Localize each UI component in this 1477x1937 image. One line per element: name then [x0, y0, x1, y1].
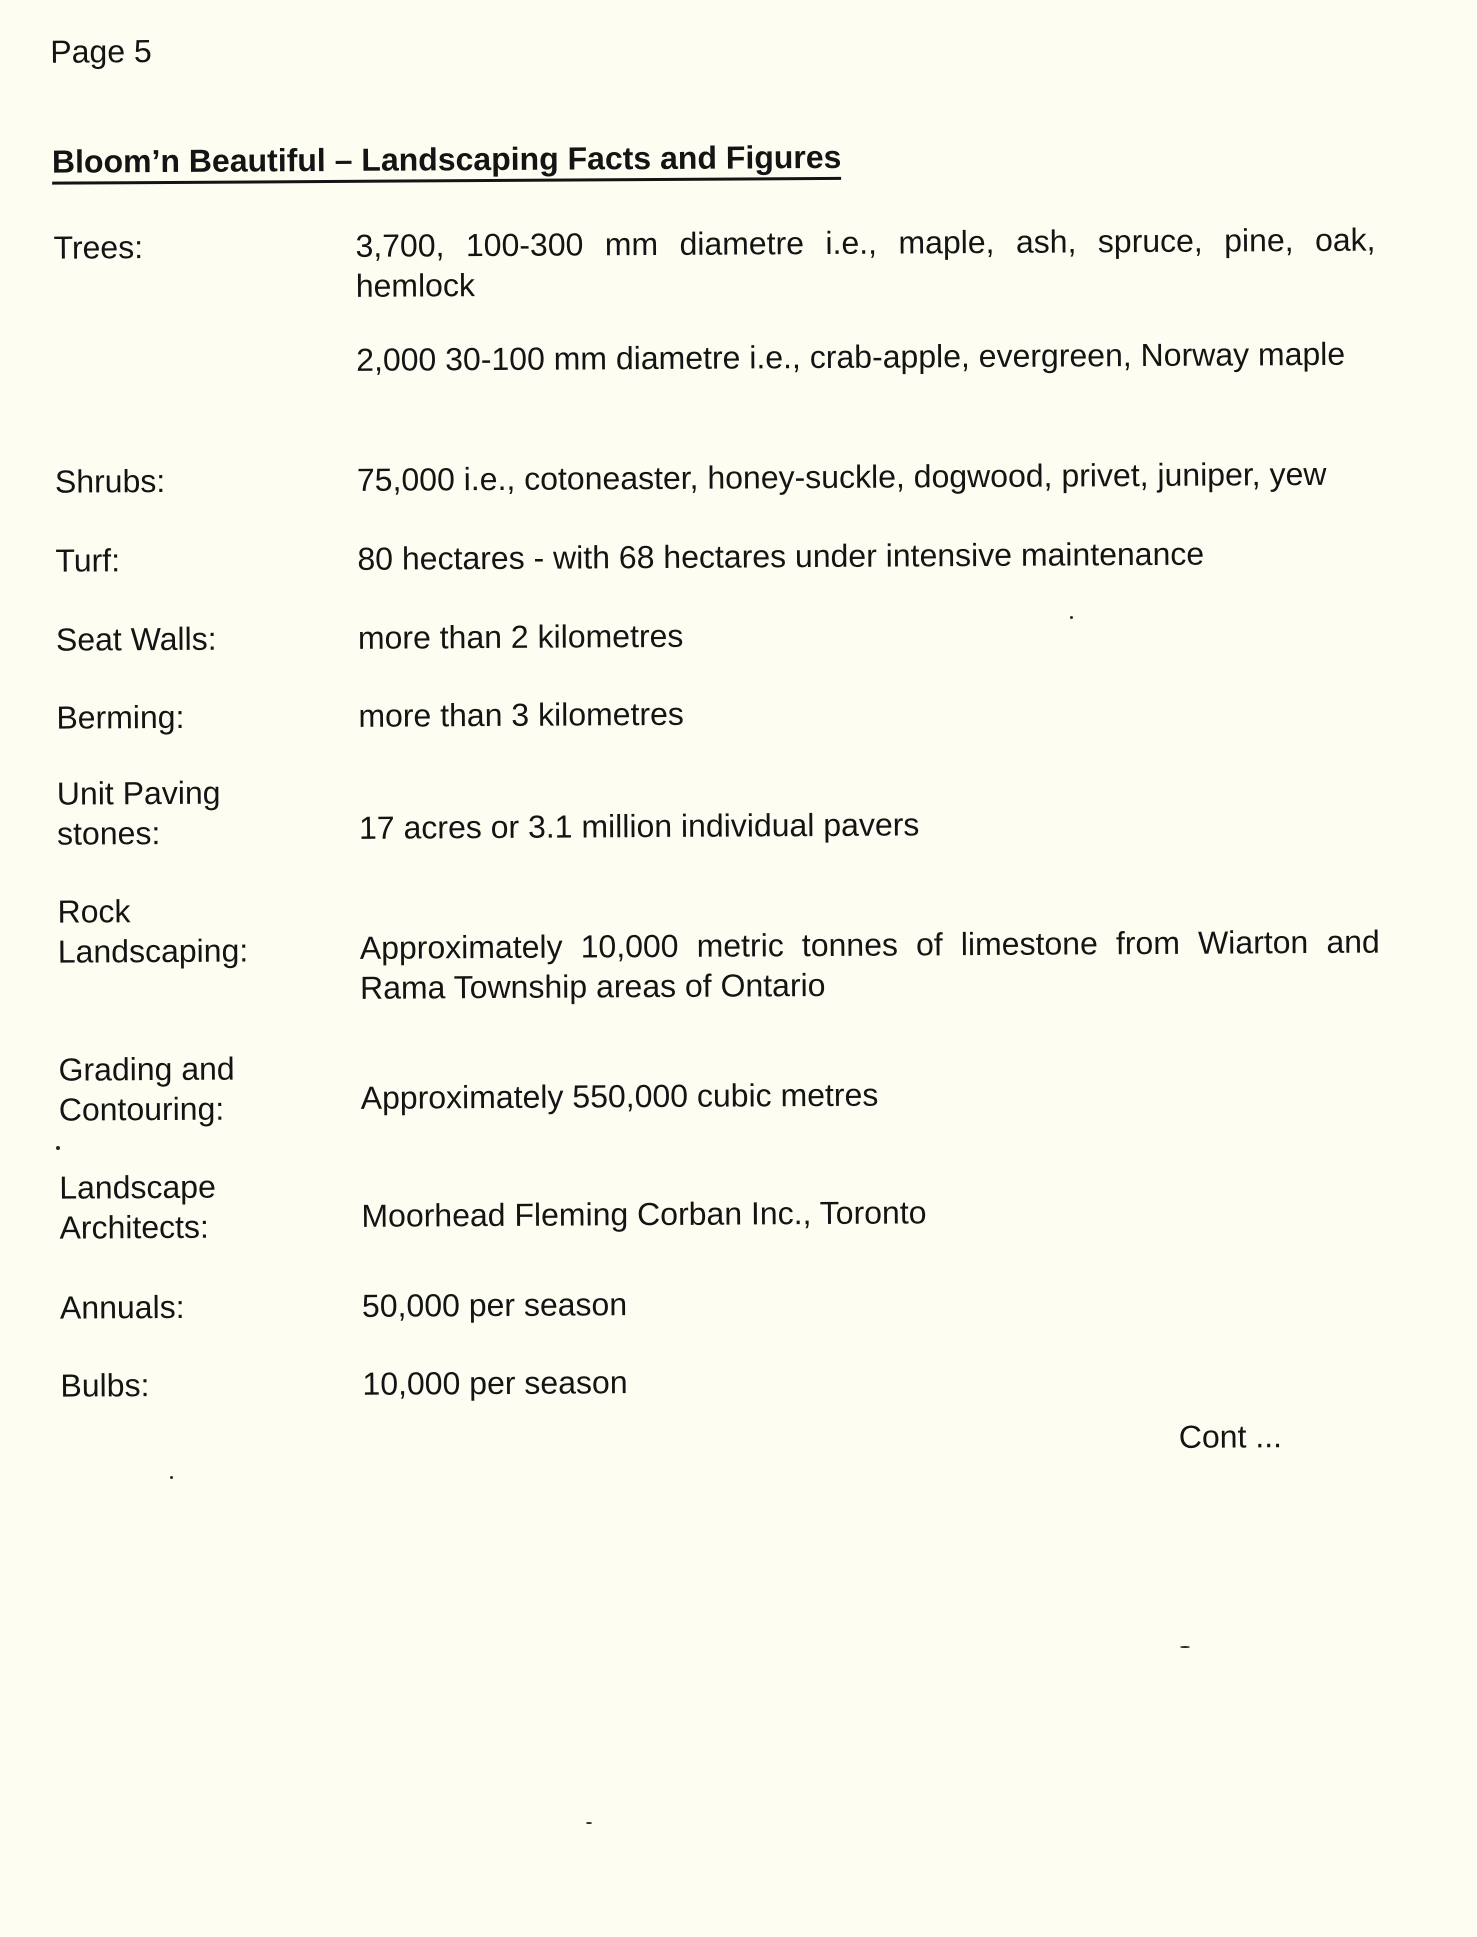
fact-label: Grading and Contouring:: [58, 1050, 235, 1128]
fact-value-text: 10,000 per season: [362, 1364, 628, 1402]
document-title: Bloom’n Beautiful – Landscaping Facts and Figures: [52, 139, 842, 185]
fact-row-landscape-architects: [59, 1160, 1389, 1246]
fact-value-text: 50,000 per season: [361, 1286, 628, 1324]
scan-speck: [170, 1476, 173, 1479]
fact-value: [357, 533, 1377, 613]
fact-value-text: 80 hectares - with 68 hectares under intensive maintenance: [357, 535, 1205, 577]
fact-row-seat-walls: [55, 612, 1386, 658]
page-number: Page 5: [50, 33, 152, 70]
fact-value: [362, 1280, 1382, 1360]
fact-value-text: 3,700, 100-300 mm diametre i.e., maple, ash, spruce, pine, oak, hemlock: [355, 221, 1376, 304]
fact-row-shrubs: [54, 454, 1385, 500]
scan-speck: [1180, 1646, 1190, 1648]
fact-value: [358, 690, 1378, 770]
continuation-note: Cont ...: [1178, 1418, 1283, 1455]
fact-value: [361, 1190, 1381, 1270]
fact-value: [358, 612, 1378, 692]
fact-label: Annuals:: [59, 1288, 185, 1326]
fact-row-grading: [58, 1042, 1388, 1128]
fact-label: Berming:: [56, 698, 185, 736]
scan-speck: [56, 1146, 60, 1150]
fact-row-trees: [53, 220, 1383, 378]
fact-label: Unit Paving stones:: [56, 774, 221, 852]
fact-row-bulbs: [60, 1358, 1390, 1404]
fact-value-text: 17 acres or 3.1 million individual pavers: [358, 806, 920, 846]
fact-label: Turf:: [55, 542, 121, 579]
fact-label: Bulbs:: [60, 1367, 150, 1404]
scan-speck: [1070, 616, 1073, 619]
fact-row-rock-landscaping: [57, 884, 1387, 1006]
fact-label: Trees:: [53, 229, 144, 266]
fact-label: Shrubs:: [54, 463, 166, 500]
fact-value-text: 75,000 i.e., cotoneaster, honey-suckle, dogwood, privet, juniper, yew: [356, 455, 1327, 498]
fact-row-berming: [56, 690, 1386, 736]
fact-value: [357, 454, 1377, 534]
fact-value: [359, 802, 1379, 882]
fact-value-text: 2,000 30-100 mm diametre i.e., crab-apple, evergreen, Norway maple: [356, 335, 1346, 378]
fact-value: [355, 220, 1376, 414]
fact-value: [360, 922, 1381, 1042]
fact-row-annuals: [59, 1280, 1390, 1326]
scan-speck: [586, 1822, 592, 1824]
fact-row-turf: [55, 533, 1385, 579]
fact-value: [361, 1072, 1381, 1152]
fact-label: Seat Walls:: [55, 620, 217, 658]
fact-label: Landscape Architects:: [59, 1168, 216, 1246]
fact-value-text: Approximately 550,000 cubic metres: [360, 1076, 879, 1116]
fact-value-text: Moorhead Fleming Corban Inc., Toronto: [361, 1194, 927, 1234]
fact-label: Rock Landscaping:: [57, 893, 249, 970]
fact-value-text: more than 2 kilometres: [357, 617, 684, 656]
fact-value-text: Approximately 10,000 metric tonnes of limestone from Wiarton and Rama Township areas of Ontario: [359, 923, 1380, 1006]
fact-value-text: more than 3 kilometres: [358, 695, 684, 734]
